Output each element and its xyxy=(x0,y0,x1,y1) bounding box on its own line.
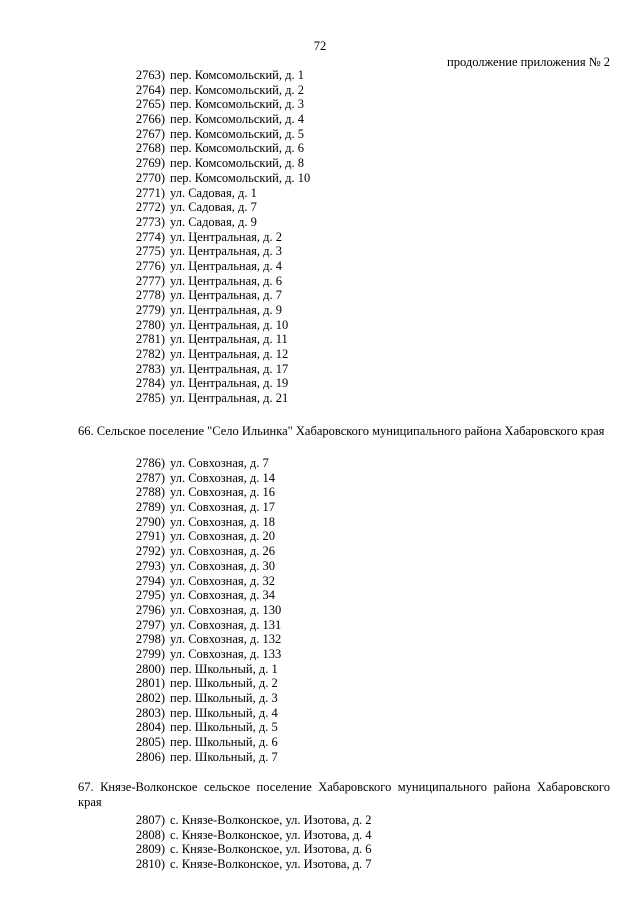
item-number: 2810) xyxy=(135,857,165,872)
item-address: ул. Совхозная, д. 133 xyxy=(170,646,282,661)
list-item xyxy=(128,588,281,603)
list-item xyxy=(128,200,310,215)
list-item xyxy=(128,332,310,347)
list-item xyxy=(128,515,281,530)
list-item xyxy=(128,662,281,677)
item-number: 2781) xyxy=(135,332,165,347)
section-heading-66: 66. Сельское поселение "Село Ильинка" Хабаровского муниципального района Хабаровского края xyxy=(78,424,605,438)
item-number: 2788) xyxy=(135,485,165,500)
item-address: ул. Центральная, д. 9 xyxy=(170,303,283,317)
item-number: 2809) xyxy=(135,842,165,857)
item-number: 2799) xyxy=(135,646,165,661)
item-number: 2793) xyxy=(135,558,165,573)
list-item xyxy=(128,156,310,171)
list-item xyxy=(128,574,281,589)
list-item xyxy=(128,735,281,750)
item-number: 2766) xyxy=(135,112,165,127)
item-address: пер. Комсомольский, д. 6 xyxy=(170,141,304,156)
item-address: пер. Комсомольский, д. 10 xyxy=(170,170,311,185)
list-item xyxy=(128,215,310,230)
list-item xyxy=(128,83,310,98)
item-address: пер. Школьный, д. 2 xyxy=(170,676,278,691)
item-number: 2783) xyxy=(135,361,165,376)
address-list-2 xyxy=(128,456,281,764)
item-address: ул. Садовая, д. 7 xyxy=(170,200,257,215)
item-address: пер. Школьный, д. 4 xyxy=(170,705,278,720)
list-item xyxy=(128,112,310,127)
list-item xyxy=(128,618,281,633)
item-address: с. Князе-Волконское, ул. Изотова, д. 4 xyxy=(170,827,372,842)
item-address: ул. Совхозная, д. 18 xyxy=(170,514,275,529)
list-item xyxy=(128,485,281,500)
item-number: 2792) xyxy=(135,544,165,559)
item-number: 2786) xyxy=(135,456,165,470)
item-address: ул. Совхозная, д. 131 xyxy=(170,617,282,632)
item-address: пер. Комсомольский, д. 3 xyxy=(170,97,304,112)
item-number: 2800) xyxy=(135,661,165,676)
list-item xyxy=(128,706,281,721)
item-address: пер. Комсомольский, д. 2 xyxy=(170,82,304,97)
item-number: 2767) xyxy=(135,126,165,141)
item-address: ул. Совхозная, д. 20 xyxy=(170,529,275,544)
section-heading-67: 67. Князе-Волконское сельское поселение Хабаровского муниципального района Хабаровского края xyxy=(78,780,610,809)
item-address: ул. Совхозная, д. 17 xyxy=(170,500,275,515)
item-address: пер. Комсомольский, д. 4 xyxy=(170,112,304,127)
item-address: ул. Центральная, д. 2 xyxy=(170,229,283,244)
item-number: 2784) xyxy=(135,376,165,391)
list-item xyxy=(128,259,310,274)
list-item xyxy=(128,456,281,471)
list-item xyxy=(128,97,310,112)
list-item xyxy=(128,171,310,186)
item-address: ул. Центральная, д. 6 xyxy=(170,273,283,288)
item-number: 2782) xyxy=(135,347,165,362)
item-number: 2764) xyxy=(135,82,165,97)
item-number: 2772) xyxy=(135,200,165,215)
item-number: 2773) xyxy=(135,214,165,229)
list-item xyxy=(128,127,310,142)
list-item xyxy=(128,544,281,559)
list-item xyxy=(128,362,310,377)
item-address: ул. Центральная, д. 12 xyxy=(170,347,289,362)
item-address: ул. Совхозная, д. 132 xyxy=(170,632,282,647)
item-number: 2778) xyxy=(135,288,165,303)
item-address: ул. Совхозная, д. 7 xyxy=(170,456,269,470)
item-number: 2770) xyxy=(135,170,165,185)
list-item xyxy=(128,288,310,303)
list-item xyxy=(128,347,310,362)
item-address: ул. Совхозная, д. 26 xyxy=(170,544,275,559)
item-address: пер. Школьный, д. 5 xyxy=(170,720,278,735)
list-item xyxy=(128,391,310,406)
item-number: 2801) xyxy=(135,676,165,691)
item-address: ул. Совхозная, д. 14 xyxy=(170,470,275,485)
list-item xyxy=(128,303,310,318)
item-number: 2808) xyxy=(135,827,165,842)
item-address: с. Князе-Волконское, ул. Изотова, д. 6 xyxy=(170,842,372,857)
item-number: 2779) xyxy=(135,303,165,317)
item-address: ул. Садовая, д. 1 xyxy=(170,185,257,200)
list-item xyxy=(128,230,310,245)
item-number: 2794) xyxy=(135,573,165,588)
item-number: 2768) xyxy=(135,141,165,156)
item-number: 2805) xyxy=(135,735,165,750)
list-item xyxy=(128,471,281,486)
list-item xyxy=(128,559,281,574)
item-address: пер. Школьный, д. 3 xyxy=(170,691,278,705)
item-number: 2791) xyxy=(135,529,165,544)
list-item xyxy=(128,529,281,544)
list-item xyxy=(128,603,281,618)
item-number: 2807) xyxy=(135,813,165,827)
item-address: ул. Центральная, д. 7 xyxy=(170,288,283,303)
list-item xyxy=(128,750,281,765)
item-address: пер. Школьный, д. 1 xyxy=(170,661,278,676)
item-address: ул. Совхозная, д. 130 xyxy=(170,602,282,617)
item-address: ул. Центральная, д. 3 xyxy=(170,244,283,259)
item-address: ул. Центральная, д. 4 xyxy=(170,258,283,273)
item-number: 2789) xyxy=(135,500,165,515)
list-item xyxy=(128,141,310,156)
item-address: ул. Совхозная, д. 32 xyxy=(170,573,275,588)
item-number: 2804) xyxy=(135,720,165,735)
item-number: 2765) xyxy=(135,97,165,112)
list-item xyxy=(128,813,372,828)
item-address: ул. Совхозная, д. 34 xyxy=(170,588,275,603)
item-number: 2795) xyxy=(135,588,165,603)
item-number: 2798) xyxy=(135,632,165,647)
item-address: пер. Комсомольский, д. 1 xyxy=(170,68,304,82)
item-number: 2777) xyxy=(135,273,165,288)
item-address: ул. Центральная, д. 17 xyxy=(170,361,289,376)
list-item xyxy=(128,720,281,735)
item-number: 2775) xyxy=(135,244,165,259)
item-number: 2780) xyxy=(135,317,165,332)
list-item xyxy=(128,828,372,843)
list-item xyxy=(128,647,281,662)
item-number: 2806) xyxy=(135,749,165,764)
list-item xyxy=(128,857,372,872)
item-address: пер. Школьный, д. 7 xyxy=(170,749,278,764)
list-item xyxy=(128,842,372,857)
item-address: ул. Центральная, д. 11 xyxy=(170,332,288,347)
appendix-continuation-note: продолжение приложения № 2 xyxy=(447,55,610,69)
list-item xyxy=(128,376,310,391)
address-list-3 xyxy=(128,813,372,872)
item-address: ул. Совхозная, д. 30 xyxy=(170,558,275,573)
address-list-1 xyxy=(128,68,310,406)
list-item xyxy=(128,244,310,259)
list-item xyxy=(128,691,281,706)
item-number: 2790) xyxy=(135,514,165,529)
item-address: ул. Центральная, д. 21 xyxy=(170,391,289,406)
list-item xyxy=(128,68,310,83)
list-item xyxy=(128,632,281,647)
list-item xyxy=(128,186,310,201)
item-address: пер. Комсомольский, д. 5 xyxy=(170,126,304,141)
item-number: 2797) xyxy=(135,617,165,632)
list-item xyxy=(128,274,310,289)
item-address: ул. Совхозная, д. 16 xyxy=(170,485,275,500)
item-number: 2774) xyxy=(135,229,165,244)
item-address: ул. Садовая, д. 9 xyxy=(170,214,257,229)
item-number: 2769) xyxy=(135,156,165,171)
item-address: ул. Центральная, д. 10 xyxy=(170,317,289,332)
item-number: 2771) xyxy=(135,185,165,200)
list-item xyxy=(128,500,281,515)
list-item xyxy=(128,318,310,333)
item-number: 2787) xyxy=(135,470,165,485)
item-address: с. Князе-Волконское, ул. Изотова, д. 7 xyxy=(170,857,372,872)
list-item xyxy=(128,676,281,691)
item-number: 2763) xyxy=(135,68,165,82)
item-address: ул. Центральная, д. 19 xyxy=(170,376,289,391)
item-number: 2785) xyxy=(135,391,165,406)
item-number: 2803) xyxy=(135,705,165,720)
item-number: 2776) xyxy=(135,258,165,273)
page-number: 72 xyxy=(313,39,327,53)
item-address: пер. Школьный, д. 6 xyxy=(170,735,278,750)
item-address: с. Князе-Волконское, ул. Изотова, д. 2 xyxy=(170,813,372,827)
item-number: 2796) xyxy=(135,602,165,617)
item-address: пер. Комсомольский, д. 8 xyxy=(170,156,304,171)
item-number: 2802) xyxy=(135,691,165,705)
